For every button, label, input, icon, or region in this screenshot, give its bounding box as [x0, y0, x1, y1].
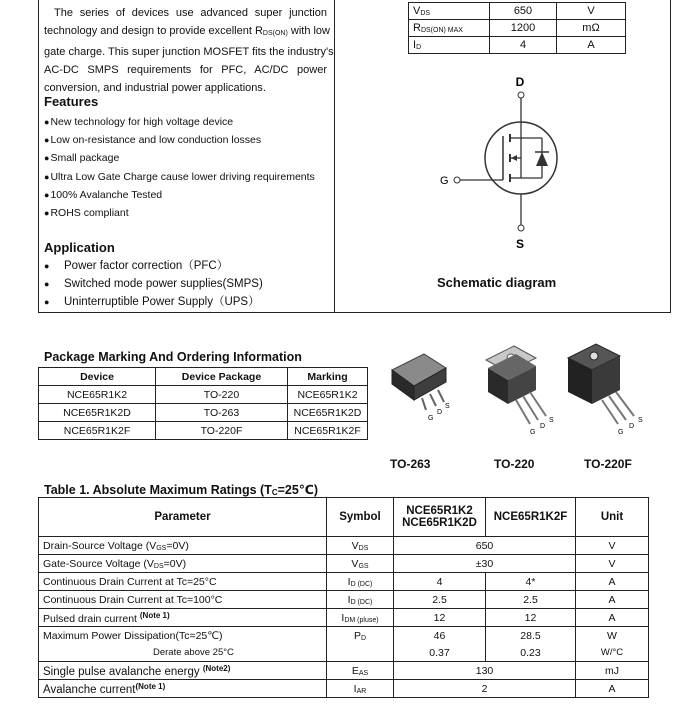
- table-row: [39, 627, 649, 645]
- symbol-cell: VDS: [327, 537, 394, 555]
- features-title: Features: [44, 94, 99, 109]
- svg-text:D: D: [540, 423, 546, 430]
- table-row: [39, 644, 649, 662]
- key-spec-table: [408, 2, 626, 54]
- table-row: [409, 20, 626, 37]
- feature-item: ● Low on-resistance and low conduction losses: [44, 131, 315, 149]
- symbol-cell: ID (DC): [327, 573, 394, 591]
- value-cell: 650: [394, 537, 576, 555]
- to220-package-image: [478, 338, 568, 438]
- feature-item: ● Ultra Low Gate Charge cause lower driving requirements: [44, 168, 315, 186]
- param-cell: Derate above 25°C: [39, 644, 327, 662]
- intro-line-3: gate charge. This super junction MOSFET fits the industry's: [44, 46, 334, 58]
- svg-text:D: D: [629, 423, 635, 430]
- table-row: [39, 555, 649, 573]
- table-cell: TO-220: [156, 386, 288, 404]
- column-header: Device Package: [156, 368, 288, 386]
- drain-terminal: [518, 92, 524, 98]
- param-cell: Drain-Source Voltage (VGS=0V): [39, 537, 327, 555]
- param-cell: Avalanche current$^{(Note 1)}$: [39, 680, 327, 698]
- application-item: ● Power factor correction（PFC）: [44, 257, 263, 275]
- param-cell: Maximum Power Dissipation(Tc=25℃): [39, 627, 327, 645]
- gate-terminal: [454, 177, 460, 183]
- unit-cell: V: [576, 555, 649, 573]
- feature-item: ● 100% Avalanche Tested: [44, 186, 315, 204]
- table-row: [39, 680, 649, 698]
- symbol-cell: ID (DC): [327, 591, 394, 609]
- value-cell: 130: [394, 662, 576, 680]
- package-title: Package Marking And Ordering Information: [44, 350, 302, 364]
- value-cell: 12: [486, 609, 576, 627]
- table-cell: NCE65R1K2: [288, 386, 368, 404]
- symbol-cell: IAR: [327, 680, 394, 698]
- to263-package-image: [384, 348, 474, 422]
- package-name-to220: TO-220: [494, 457, 535, 471]
- value-cell: 4: [394, 573, 486, 591]
- table-cell: TO-263: [156, 404, 288, 422]
- intro-paragraph: [44, 4, 334, 97]
- spec-unit: mΩ: [557, 20, 626, 37]
- spec-value: 650: [490, 3, 557, 20]
- table1-title: Table 1. Absolute Maximum Ratings (TC=25℃): [44, 483, 319, 497]
- spec-unit: V: [557, 3, 626, 20]
- value-cell: ±30: [394, 555, 576, 573]
- svg-text:D: D: [437, 409, 443, 416]
- symbol-cell: VGS: [327, 555, 394, 573]
- param-cell: Single pulse avalanche energy $^{(Note2)}$: [39, 662, 327, 680]
- column-header: Marking: [288, 368, 368, 386]
- schematic-label: Schematic diagram: [437, 275, 557, 290]
- spec-value: 1200: [490, 20, 557, 37]
- package-name-to220f: TO-220F: [584, 457, 632, 471]
- symbol-cell: IDM (pluse): [327, 609, 394, 627]
- unit-cell: A: [576, 609, 649, 627]
- table-row: [39, 573, 649, 591]
- param-cell: Pulsed drain current $^{(Note 1)}$: [39, 609, 327, 627]
- value-cell: 46: [394, 627, 486, 645]
- column-header: Symbol: [327, 498, 394, 537]
- column-header: Unit: [576, 498, 649, 537]
- column-header: Device: [39, 368, 156, 386]
- table-header-row: [39, 498, 649, 537]
- feature-item: ● Small package: [44, 149, 315, 167]
- table-cell: NCE65R1K2D: [39, 404, 156, 422]
- table-cell: NCE65R1K2F: [39, 422, 156, 440]
- intro-line-5: conversion, and industrial power applications.: [44, 82, 266, 94]
- spec-symbol: RDS(ON) MAX: [409, 20, 490, 37]
- feature-item: ● New technology for high voltage device: [44, 113, 315, 131]
- param-cell: Continuous Drain Current at Tc=100°C: [39, 591, 327, 609]
- to220f-package-image: [562, 338, 662, 438]
- table-row: [39, 422, 368, 440]
- value-cell: 2: [394, 680, 576, 698]
- table-cell: NCE65R1K2D: [288, 404, 368, 422]
- unit-cell: A: [576, 680, 649, 698]
- table-row: [39, 609, 649, 627]
- param-cell: Gate-Source Voltage (VDS=0V): [39, 555, 327, 573]
- spec-unit: A: [557, 37, 626, 54]
- features-section: [44, 94, 315, 222]
- unit-cell: mJ: [576, 662, 649, 680]
- intro-line-1: The series of devices use advanced super junction: [54, 7, 327, 19]
- unit-cell: W/°C: [576, 644, 649, 662]
- source-terminal: [518, 225, 524, 231]
- svg-text:S: S: [549, 417, 554, 424]
- pin-d-label: D: [515, 75, 525, 89]
- table-row: [39, 537, 649, 555]
- symbol-cell: PD: [327, 627, 394, 645]
- value-cell: 0.23: [486, 644, 576, 662]
- value-cell: 12: [394, 609, 486, 627]
- unit-cell: A: [576, 591, 649, 609]
- value-cell: 28.5: [486, 627, 576, 645]
- svg-text:G: G: [530, 429, 536, 436]
- column-header: Parameter: [39, 498, 327, 537]
- table-row: [39, 591, 649, 609]
- application-item: ● Switched mode power supplies(SMPS): [44, 275, 263, 293]
- spec-symbol: ID: [409, 37, 490, 54]
- feature-item: ● ROHS compliant: [44, 204, 315, 222]
- table-row: [39, 368, 368, 386]
- table-cell: NCE65R1K2F: [288, 422, 368, 440]
- mosfet-schematic: [430, 72, 590, 252]
- pin-s-label: S: [515, 237, 525, 251]
- value-cell: 2.5: [394, 591, 486, 609]
- column-header: NCE65R1K2F: [486, 498, 576, 537]
- table-cell: NCE65R1K2: [39, 386, 156, 404]
- table-row: [409, 3, 626, 20]
- table-row: [39, 404, 368, 422]
- table-row: [409, 37, 626, 54]
- value-cell: 0.37: [394, 644, 486, 662]
- application-section: [44, 240, 263, 311]
- spec-value: 4: [490, 37, 557, 54]
- symbol-cell: [327, 644, 394, 662]
- application-item: ● Uninterruptible Power Supply（UPS）: [44, 293, 263, 311]
- table-row: [39, 386, 368, 404]
- unit-cell: A: [576, 573, 649, 591]
- value-cell: 2.5: [486, 591, 576, 609]
- svg-text:S: S: [445, 403, 450, 410]
- unit-cell: W: [576, 627, 649, 645]
- svg-text:G: G: [428, 415, 434, 422]
- table-row: [39, 662, 649, 680]
- package-table: [38, 367, 368, 440]
- column-header: NCE65R1K2 NCE65R1K2D: [394, 498, 486, 537]
- package-name-to263: TO-263: [390, 457, 431, 471]
- param-cell: Continuous Drain Current at Tc=25°C: [39, 573, 327, 591]
- symbol-cell: EAS: [327, 662, 394, 680]
- pin-g-label: G: [440, 175, 449, 187]
- svg-text:G: G: [618, 429, 624, 436]
- intro-line-4: AC-DC SMPS requirements for PFC, AC/DC power: [44, 64, 327, 76]
- intro-line-2: technology and design to provide excellent RDS(ON) with low: [44, 25, 330, 37]
- application-title: Application: [44, 240, 115, 255]
- table-cell: TO-220F: [156, 422, 288, 440]
- section-divider: [334, 0, 335, 313]
- spec-symbol: VDS: [409, 3, 490, 20]
- svg-text:S: S: [638, 417, 643, 424]
- absolute-max-ratings-table: [38, 497, 649, 698]
- unit-cell: V: [576, 537, 649, 555]
- value-cell: 4*: [486, 573, 576, 591]
